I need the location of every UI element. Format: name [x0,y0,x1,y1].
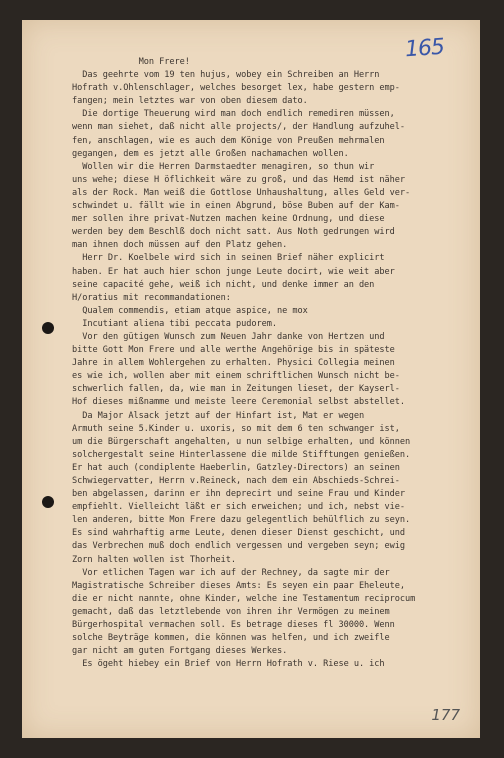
letter-line: ben abgelassen, darinn er ihn deprecirt und seine Frau und Kinder [72,489,406,500]
letter-line: Schwiegervatter, Herrn v.Reineck, nach dem ein Abschieds-Schrei- [72,476,400,486]
letter-line: Hof dieses mißnamme und meiste leere Ceremonial selbst abstellet. [72,397,406,408]
letter-line: Incutiant aliena tibi peccata pudorem. [72,318,277,329]
letter-line: das Verbrechen muß doch endlich vergessen und vergeben seyn; ewig [72,541,406,552]
letter-line: uns wehe; diese H öflichkeit wäre zu groß, und das Hemd ist näher [72,174,406,185]
letter-line: Es sind wahrhaftig arme Leute, denen dieser Dienst geschicht, und [72,528,406,539]
letter-line: Bürgerhospital vermachen soll. Es betrage dieses fl 30000. Wenn [72,620,395,631]
letter-line: Qualem commendis, etiam atque aspice, ne mox [72,305,308,316]
letter-line: Mon Frere! [72,57,190,67]
letter-line: Vor etlichen Tagen war ich auf der Rechney, da sagte mir der [72,567,390,578]
letter-line: Magistratische Schreiber dieses Amts: Es seyen ein paar Eheleute, [72,580,406,591]
letter-line: Jahre in allem Wohlergehen zu erhalten. Physici Collegia meinen [72,358,395,369]
letter-line: fen, anschlagen, wie es auch dem Könige von Preußen mehrmalen [72,135,385,146]
letter-line: um die Bürgerschaft angehalten, u nun selbige erhalten, und können [72,436,411,447]
letter-line: Zorn halten wollen ist Thorheit. [72,554,236,565]
letter-line: schwindet u. fällt wie in einen Abgrund, böse Buben auf der Kam- [72,201,400,212]
letter-line: die er nicht nannte, ohne Kinder, welche ine Testamentum reciprocum [72,593,416,604]
letter-line: man ihnen doch müssen auf den Platz gehen. [72,240,288,251]
letter-line: schwerlich fallen, da, wie man in Zeitungen lieset, der Kayserl- [72,384,400,395]
letter-line: Er hat auch (condiplente Haeberlin, Gatzley-Directors) an seinen [72,462,400,473]
letter-line: wenn man siehet, daß nicht alle projects/, der Handlung aufzuhel- [72,122,406,133]
letter-line: fangen; mein letztes war von oben diesem dato. [72,96,308,107]
letter-line: gar nicht am guten Fortgang dieses Werkes. [72,646,288,657]
letter-line: es wie ich, wollen aber mit einem schriftlichen Wunsch nicht be- [72,371,400,382]
letter-line: gemacht, daß das letztlebende von ihren ihr Vermögen zu meinem [72,606,390,617]
letter-line: empfiehlt. Vielleicht läßt er sich erweichen; und ich, nebst vie- [72,502,406,513]
letter-line: Es ögeht hiebey ein Brief von Herrn Hofrath v. Riese u. ich [72,659,385,670]
letter-line: Armuth seine 5.Kinder u. uxoris, so mit dem 6 ten schwanger ist, [72,423,400,434]
letter-line: Vor den gütigen Wunsch zum Neuen Jahr danke von Hertzen und [72,331,385,342]
letter-line: Da Major Alsack jetzt auf der Hinfart ist, Mat er wegen [72,410,365,421]
punch-hole-lower [42,496,54,508]
letter-sheet [22,20,480,738]
letter-line: Herr Dr. Koelbele wird sich in seinen Brief näher explicirt [72,253,385,264]
letter-line: mer sollen ihre privat-Nutzen machen keine Ordnung, und diese [72,214,385,225]
punch-hole-upper [42,322,54,334]
letter-body [72,56,467,671]
letter-line: Das geehrte vom 19 ten hujus, wobey ein Schreiben an Herrn [72,70,380,81]
letter-line: len anderen, bitte Mon Frere dazu gelegentlich behülflich zu seyn. [72,515,411,526]
letter-line: Die dortige Theuerung wird man doch endlich remediren müssen, [72,109,395,120]
letter-line: solche Beyträge kommen, die können was helfen, und ich zweifle [72,633,390,644]
letter-line: als der Rock. Man weiß die Gottlose Unhaushaltung, alles Geld ver- [72,187,411,198]
letter-line: bitte Gott Mon Frere und alle werthe Angehörige bis in späteste [72,345,395,356]
letter-line: solchergestalt seine Hinterlassene die milde Stifftungen genießen. [72,449,411,460]
letter-line: seine capacité gehe, weiß ich nicht, und denke immer an den [72,279,375,290]
letter-line: Hofrath v.Ohlenschlager, welches besorget lex, habe gestern emp- [72,83,400,94]
letter-line: haben. Er hat auch hier schon junge Leute docirt, wie weit aber [72,266,395,277]
folio-number-bottom: 177 [431,706,460,724]
folio-number-top: 165 [404,34,445,63]
letter-line: H/oratius mit recommandationen: [72,292,231,303]
letter-line: werden bey dem Beschlß doch nicht satt. Aus Noth gedrungen wird [72,227,395,238]
letter-line: gegangen, dem es jetzt alle Großen nachamachen wollen. [72,148,349,159]
letter-line: Wollen wir die Herren Darmstaedter menagiren, so thun wir [72,161,375,172]
